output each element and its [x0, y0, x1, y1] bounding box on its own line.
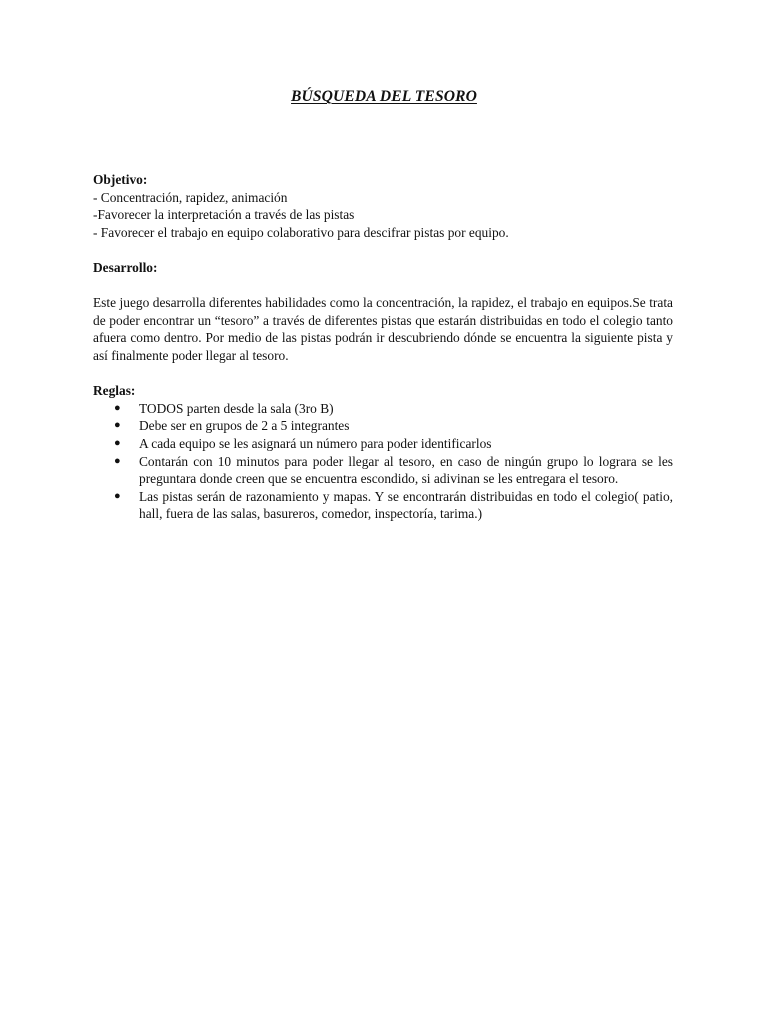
- list-item-text: Las pistas serán de razonamiento y mapas. Y se encontrarán distribuidas en todo el colegio( patio, hall, fuera de las salas, basureros, comedor, inspectoría, tarima.): [139, 488, 673, 522]
- bullet-icon: ●: [114, 419, 121, 432]
- document-title: BÚSQUEDA DEL TESORO: [291, 88, 477, 105]
- list-item-text: TODOS parten desde la sala (3ro B): [139, 400, 334, 416]
- bullet-icon: ●: [114, 401, 121, 414]
- objetivo-line: - Favorecer el trabajo en equipo colaborativo para descifrar pistas por equipo.: [93, 224, 509, 240]
- spacer: [93, 277, 673, 295]
- list-item-text: A cada equipo se les asignará un número para poder identificarlos: [139, 435, 492, 451]
- bullet-icon: ●: [114, 436, 121, 449]
- spacer: [93, 365, 673, 383]
- list-item: [93, 417, 673, 435]
- bullet-icon: ●: [114, 454, 121, 467]
- reglas-heading: Reglas:: [93, 383, 136, 399]
- spacer: [93, 241, 673, 259]
- desarrollo-paragraph: Este juego desarrolla diferentes habilidades como la concentración, la rapidez, el trabajo en equipos.Se trata de poder encontrar un “tesoro” a través de diferentes pistas que estarán distribuidas en todo el colegio tanto afuera como dentro. Por medio de las pistas podrán ir descubriendo dónde se encuentra la siguiente pista y así finalmente poder llegar al tesoro.: [93, 295, 673, 363]
- list-item: [93, 453, 673, 488]
- reglas-list: [93, 400, 673, 523]
- list-item-text: Debe ser en grupos de 2 a 5 integrantes: [139, 418, 350, 434]
- objetivo-line: - Concentración, rapidez, animación: [93, 189, 288, 205]
- list-item: [93, 435, 673, 453]
- bullet-icon: ●: [114, 489, 121, 502]
- objetivo-heading: Objetivo:: [93, 172, 148, 187]
- document-body: [93, 171, 673, 523]
- desarrollo-heading: Desarrollo:: [93, 259, 158, 275]
- list-item: [93, 488, 673, 523]
- list-item-text: Contarán con 10 minutos para poder llegar al tesoro, en caso de ningún grupo lo lograra se les preguntara donde creen que se encuentra escondido, si adivinan se les entregara el tesoro.: [139, 453, 673, 487]
- list-item: [93, 400, 673, 418]
- objetivo-line: -Favorecer la interpretación a través de las pistas: [93, 207, 355, 223]
